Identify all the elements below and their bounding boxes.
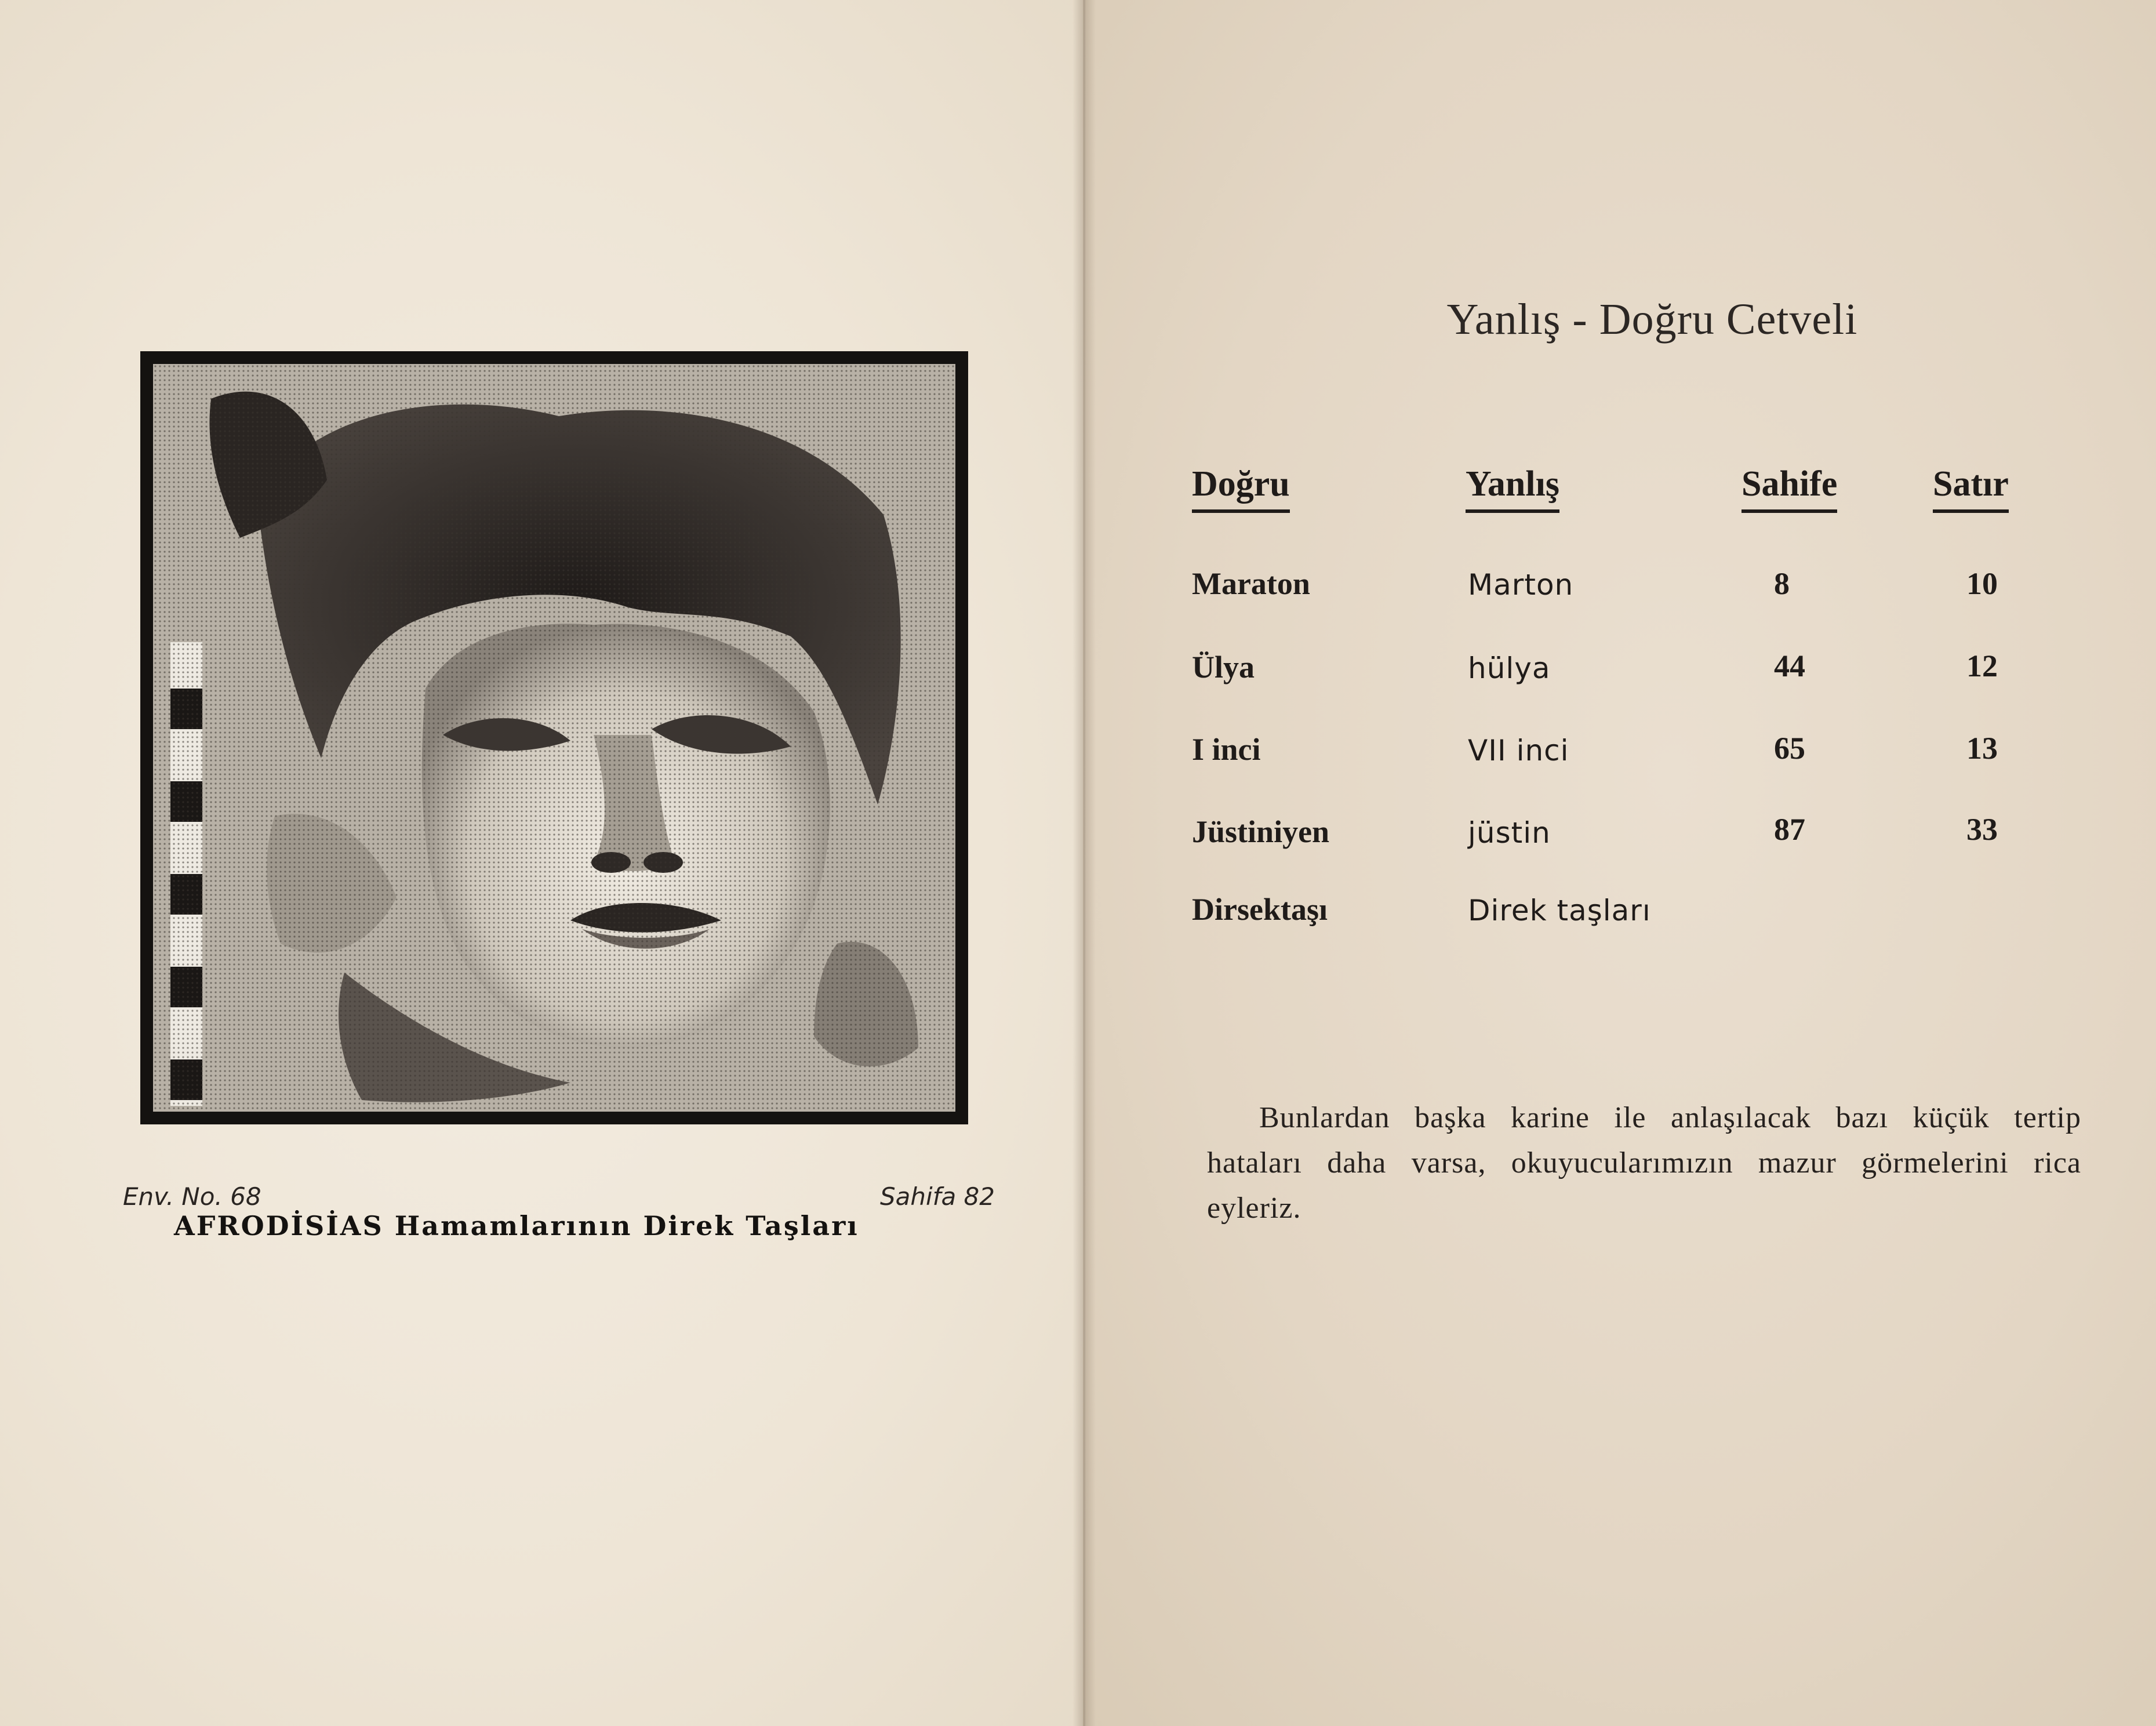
table-row-5-correct: Dirsektaşı <box>1192 892 1328 927</box>
right-page <box>1083 0 2156 1726</box>
table-row-2-wrong: hülya <box>1468 651 1551 685</box>
table-row-3-wrong: VII inci <box>1468 734 1569 767</box>
header-line: Satır <box>1933 464 2009 513</box>
table-row-1-correct: Maraton <box>1192 566 1310 601</box>
table-row-2-page: 44 <box>1774 649 1805 683</box>
relief-head-picture <box>153 364 955 1112</box>
table-row-4-page: 87 <box>1774 812 1805 847</box>
table-row-5-wrong: Direk taşları <box>1468 894 1651 927</box>
errata-title: Yanlış - Doğru Cetveli <box>1446 295 1858 344</box>
header-correct: Doğru <box>1192 464 1290 513</box>
photo-caption-title: AFRODİSİAS Hamamlarının Direk Taşları <box>174 1210 859 1241</box>
errata-note: Bunlardan başka karine ile anlaşılacak bazı küçük tertip hataları daha varsa, okuyucularımızın mazur görmelerini rica eyleriz. <box>1207 1101 2081 1225</box>
table-row-4-line: 33 <box>1966 812 1998 847</box>
table-row-3-page: 65 <box>1774 731 1805 766</box>
header-wrong: Yanlış <box>1466 464 1559 513</box>
table-row-1-page: 8 <box>1774 566 1790 601</box>
table-row-1-line: 10 <box>1966 566 1998 601</box>
table-row-2-line: 12 <box>1966 649 1998 683</box>
table-row-2-correct: Ülya <box>1192 650 1255 684</box>
page-reference: Sahifa 82 <box>879 1182 995 1211</box>
sculpture-photo <box>140 351 968 1124</box>
book-gutter <box>1072 0 1096 1726</box>
table-row-4-correct: Jüstiniyen <box>1192 814 1330 849</box>
header-page: Sahife <box>1741 464 1837 513</box>
table-row-3-line: 13 <box>1966 731 1998 766</box>
table-row-4-wrong: jüstin <box>1468 816 1551 850</box>
inventory-number: Env. No. 68 <box>123 1182 261 1211</box>
sculpture-photo-image <box>153 364 955 1112</box>
photo-caption-row <box>123 1182 995 1211</box>
table-row-1-wrong: Marton <box>1468 568 1574 602</box>
table-row-3-correct: I inci <box>1192 732 1261 767</box>
